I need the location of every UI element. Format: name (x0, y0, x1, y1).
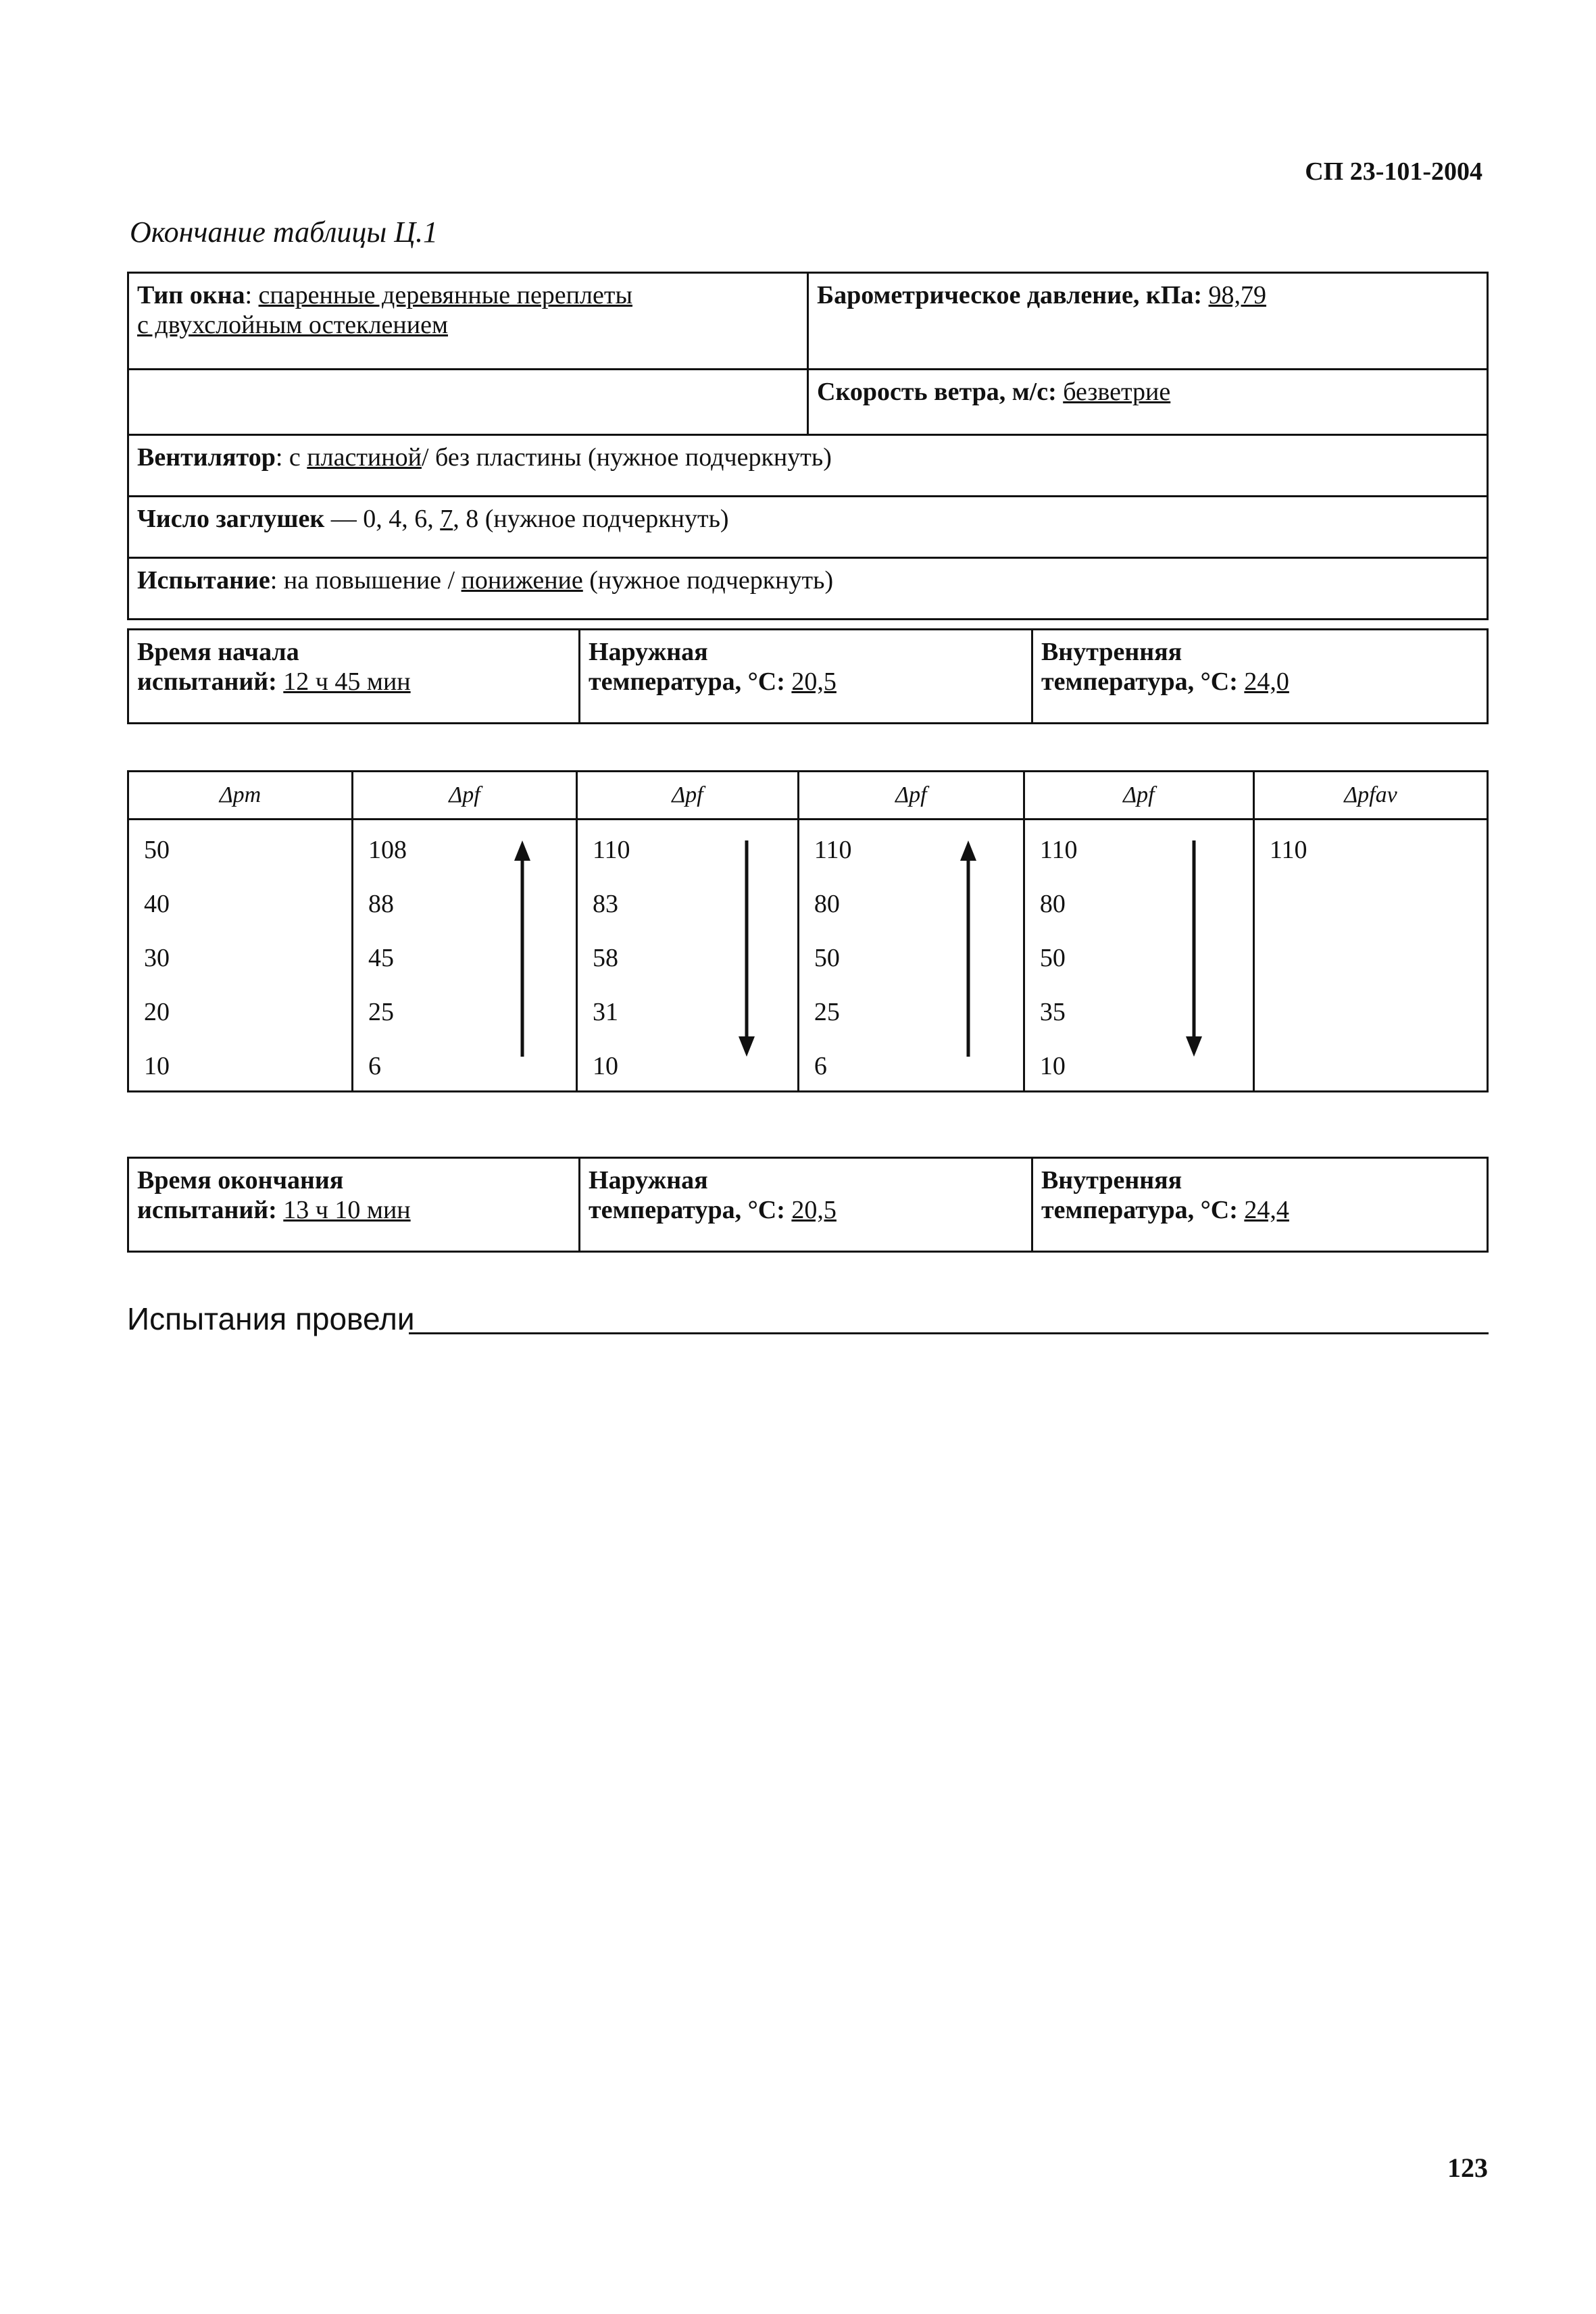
column-dpf-avg (1253, 820, 1487, 1092)
value-cell: 58 (592, 944, 618, 972)
value-cell: 25 (814, 998, 840, 1026)
start-time-cell: Время начала испытаний: 12 ч 45 мин (128, 630, 580, 724)
value-cell: 6 (814, 1052, 827, 1080)
value-cell: 20 (144, 998, 170, 1026)
plugs-cell: Число заглушек — 0, 4, 6, 7, 8 (нужное подчеркнуть) (128, 497, 1488, 558)
value-cell: 83 (592, 890, 618, 918)
column-dpf-2 (576, 820, 798, 1092)
outdoor-temp-start-value: 20,5 (791, 668, 837, 696)
test-conditions-table (127, 272, 1489, 620)
value-cell: 31 (592, 998, 618, 1026)
header-dpf-2: Δpf (576, 772, 798, 820)
value-cell: 35 (1039, 998, 1066, 1026)
test-selected: понижение (461, 566, 583, 595)
indoor-temp-start-value: 24,0 (1244, 668, 1289, 696)
value-cell: 108 (368, 836, 407, 864)
value-cell: 110 (814, 836, 852, 864)
arrow-down-icon (733, 840, 760, 1057)
header-dpf-avg: Δpfav (1253, 772, 1487, 820)
test-mode-cell: Испытание: на повышение / понижение (нужное подчеркнуть) (128, 558, 1488, 620)
fan-cell: Вентилятор: с пластиной/ без пластины (нужное подчеркнуть) (128, 435, 1488, 497)
column-dpf-1 (352, 820, 576, 1092)
value-cell: 110 (592, 836, 630, 864)
value-cell: 88 (368, 890, 394, 918)
wind-value: безветрие (1063, 378, 1171, 406)
value-cell: 10 (592, 1052, 618, 1080)
window-type-value: спаренные деревянные переплеты (258, 281, 632, 309)
value-cell: 30 (144, 944, 170, 972)
arrow-down-icon (1180, 840, 1207, 1057)
fan-selected: пластиной (307, 443, 422, 472)
table-caption: Окончание таблицы Ц.1 (130, 216, 438, 249)
signature-line (409, 1332, 1489, 1334)
plugs-selected: 7 (440, 505, 453, 533)
signature-label: Испытания провели (127, 1301, 415, 1336)
start-time-value: 12 ч 45 мин (283, 668, 411, 696)
indoor-temp-end-cell: Внутренняя температура, °С: 24,4 (1032, 1158, 1487, 1252)
value-cell: 6 (368, 1052, 381, 1080)
value-cell: 110 (1269, 836, 1307, 864)
value-cell: 80 (814, 890, 840, 918)
header-dpf-3: Δpf (798, 772, 1024, 820)
value-cell: 50 (814, 944, 840, 972)
end-time-cell: Время окончания испытаний: 13 ч 10 мин (128, 1158, 580, 1252)
value-cell: 80 (1039, 890, 1066, 918)
window-type-value-2: с двухслойным остеклением (137, 311, 448, 339)
wind-cell: Скорость ветра, м/с: безветрие (808, 370, 1488, 435)
pressure-value: 98,79 (1208, 281, 1267, 309)
header-dpf-1: Δpf (352, 772, 576, 820)
arrow-up-icon (509, 840, 536, 1057)
header-dpf-4: Δpf (1024, 772, 1253, 820)
value-cell: 45 (368, 944, 394, 972)
window-type-cell: Тип окна: спаренные деревянные переплеты с двухслойным остеклением (128, 273, 808, 370)
header-dpm: Δpm (128, 772, 353, 820)
value-cell: 110 (1039, 836, 1078, 864)
outdoor-temp-end-value: 20,5 (791, 1196, 837, 1224)
value-cell: 50 (144, 836, 170, 864)
value-cell: 10 (144, 1052, 170, 1080)
value-cell: 10 (1039, 1052, 1066, 1080)
measurements-table (127, 770, 1489, 1092)
indoor-temp-start-cell: Внутренняя температура, °С: 24,0 (1032, 630, 1487, 724)
value-cell: 40 (144, 890, 170, 918)
end-conditions-table (127, 1157, 1489, 1253)
indoor-temp-end-value: 24,4 (1244, 1196, 1289, 1224)
outdoor-temp-start-cell: Наружная температура, °С: 20,5 (579, 630, 1032, 724)
start-conditions-table (127, 628, 1489, 724)
arrow-up-icon (955, 840, 982, 1057)
value-cell: 25 (368, 998, 394, 1026)
end-time-value: 13 ч 10 мин (283, 1196, 411, 1224)
column-dpf-4 (1024, 820, 1253, 1092)
outdoor-temp-end-cell: Наружная температура, °С: 20,5 (579, 1158, 1032, 1252)
page-number: 123 (1447, 2153, 1488, 2183)
pressure-cell: Барометрическое давление, кПа: 98,79 (808, 273, 1488, 370)
value-cell: 50 (1039, 944, 1066, 972)
column-dpm (128, 820, 353, 1092)
document-code: СП 23-101-2004 (1305, 157, 1482, 186)
empty-cell (128, 370, 808, 435)
column-dpf-3 (798, 820, 1024, 1092)
